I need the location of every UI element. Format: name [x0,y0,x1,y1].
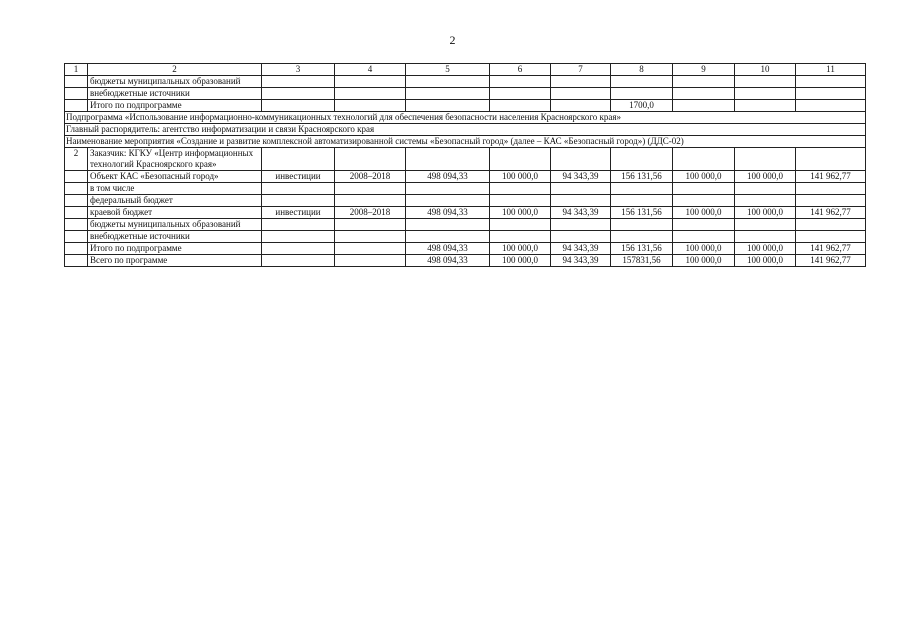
financing-type [262,76,335,88]
row-name: внебюджетные источники [88,231,262,243]
period [335,255,406,267]
amount-col-9: 100 000,0 [673,171,735,183]
amount-col-10 [735,219,796,231]
amount-col-6 [490,195,551,207]
amount-col-10: 100 000,0 [735,255,796,267]
total-amount [406,88,490,100]
total-amount: 498 094,33 [406,171,490,183]
column-number: 7 [551,64,611,76]
total-amount: 498 094,33 [406,207,490,219]
amount-col-10: 100 000,0 [735,171,796,183]
total-amount [406,148,490,171]
table-row [65,171,866,183]
table-row [65,243,866,255]
section-heading-row [65,112,866,124]
amount-col-6 [490,148,551,171]
row-name: Заказчик: КГКУ «Центр информационных технологий Красноярского края» [88,148,262,171]
amount-col-7 [551,100,611,112]
amount-col-9 [673,100,735,112]
amount-col-6 [490,100,551,112]
column-number: 6 [490,64,551,76]
amount-col-6: 100 000,0 [490,207,551,219]
amount-col-10: 100 000,0 [735,243,796,255]
column-number: 2 [88,64,262,76]
amount-col-8 [611,231,673,243]
amount-col-10 [735,100,796,112]
financing-type [262,219,335,231]
amount-col-9: 100 000,0 [673,255,735,267]
total-amount [406,195,490,207]
section-heading-row [65,124,866,136]
row-name: бюджеты муниципальных образований [88,219,262,231]
amount-col-10 [735,88,796,100]
period [335,76,406,88]
row-name: краевой бюджет [88,207,262,219]
section-heading-row [65,136,866,148]
total-amount [406,76,490,88]
amount-col-8 [611,148,673,171]
amount-col-8: 156 131,56 [611,207,673,219]
period [335,219,406,231]
row-number [65,255,88,267]
amount-col-9 [673,231,735,243]
amount-col-6: 100 000,0 [490,255,551,267]
total-amount [406,100,490,112]
period [335,195,406,207]
section-heading: Главный распорядитель: агентство информатизации и связи Красноярского края [65,124,866,136]
amount-col-7: 94 343,39 [551,243,611,255]
financing-type: инвестиции [262,171,335,183]
amount-col-8 [611,88,673,100]
period: 2008–2018 [335,171,406,183]
column-number: 3 [262,64,335,76]
table-row [65,183,866,195]
row-number [65,183,88,195]
amount-col-7: 94 343,39 [551,171,611,183]
row-number [65,231,88,243]
amount-col-10 [735,76,796,88]
amount-col-11 [796,195,866,207]
amount-col-9 [673,148,735,171]
column-number: 1 [65,64,88,76]
amount-col-9 [673,183,735,195]
row-name: в том числе [88,183,262,195]
row-name: внебюджетные источники [88,88,262,100]
section-heading: Подпрограмма «Использование информационно-коммуникационных технологий для обеспечения безопасности населения Красноярского края» [65,112,866,124]
amount-col-9 [673,88,735,100]
amount-col-11 [796,88,866,100]
amount-col-8 [611,195,673,207]
amount-col-8: 156 131,56 [611,243,673,255]
period [335,231,406,243]
amount-col-8: 156 131,56 [611,171,673,183]
total-amount: 498 094,33 [406,243,490,255]
row-name: Итого по подпрограмме [88,243,262,255]
amount-col-6 [490,219,551,231]
amount-col-7: 94 343,39 [551,207,611,219]
amount-col-7 [551,183,611,195]
financing-type [262,148,335,171]
total-amount [406,231,490,243]
amount-col-9: 100 000,0 [673,243,735,255]
budget-table [64,63,866,267]
amount-col-11 [796,100,866,112]
amount-col-8: 1700,0 [611,100,673,112]
amount-col-6: 100 000,0 [490,171,551,183]
amount-col-7 [551,88,611,100]
row-number [65,100,88,112]
table-row [65,219,866,231]
table-row [65,195,866,207]
amount-col-6 [490,231,551,243]
amount-col-11: 141 962,77 [796,171,866,183]
total-amount: 498 094,33 [406,255,490,267]
amount-col-7 [551,195,611,207]
amount-col-11: 141 962,77 [796,255,866,267]
amount-col-7 [551,231,611,243]
column-number: 9 [673,64,735,76]
amount-col-11 [796,231,866,243]
financing-type [262,255,335,267]
amount-col-9: 100 000,0 [673,207,735,219]
amount-col-7 [551,148,611,171]
table-row [65,255,866,267]
column-number: 8 [611,64,673,76]
financing-type [262,88,335,100]
row-number [65,88,88,100]
financing-type [262,243,335,255]
financing-type [262,231,335,243]
page-number: 2 [449,33,456,47]
amount-col-11 [796,148,866,171]
period [335,100,406,112]
row-name: Всего по программе [88,255,262,267]
row-number [65,171,88,183]
amount-col-10 [735,195,796,207]
amount-col-9 [673,195,735,207]
table-row [65,100,866,112]
financing-type [262,195,335,207]
table-row [65,207,866,219]
amount-col-11: 141 962,77 [796,243,866,255]
amount-col-6 [490,76,551,88]
row-name: бюджеты муниципальных образований [88,76,262,88]
row-number [65,243,88,255]
amount-col-8 [611,219,673,231]
amount-col-10 [735,231,796,243]
amount-col-7 [551,76,611,88]
row-number [65,219,88,231]
amount-col-7: 94 343,39 [551,255,611,267]
period [335,88,406,100]
row-number: 2 [65,148,88,171]
financing-type [262,100,335,112]
amount-col-9 [673,76,735,88]
amount-col-8 [611,183,673,195]
amount-col-8 [611,76,673,88]
column-number-row [65,64,866,76]
table-row [65,88,866,100]
column-number: 10 [735,64,796,76]
amount-col-10 [735,183,796,195]
row-name: Итого по подпрограмме [88,100,262,112]
amount-col-7 [551,219,611,231]
amount-col-10 [735,148,796,171]
financing-type: инвестиции [262,207,335,219]
period [335,243,406,255]
row-number [65,195,88,207]
period [335,183,406,195]
amount-col-10: 100 000,0 [735,207,796,219]
amount-col-9 [673,219,735,231]
row-name: федеральный бюджет [88,195,262,207]
total-amount [406,219,490,231]
amount-col-11 [796,76,866,88]
row-number [65,207,88,219]
column-number: 11 [796,64,866,76]
total-amount [406,183,490,195]
amount-col-6 [490,88,551,100]
section-heading: Наименование мероприятия «Создание и развитие комплексной автоматизированной системы «Безопасный город» (далее – КАС «Безопасный город») (ДДС-02) [65,136,866,148]
amount-col-11 [796,183,866,195]
amount-col-11 [796,219,866,231]
row-name: Объект КАС «Безопасный город» [88,171,262,183]
period [335,148,406,171]
table-row [65,148,866,171]
amount-col-6: 100 000,0 [490,243,551,255]
column-number: 4 [335,64,406,76]
table-row [65,76,866,88]
amount-col-8: 157831,56 [611,255,673,267]
column-number: 5 [406,64,490,76]
financing-type [262,183,335,195]
row-number [65,76,88,88]
period: 2008–2018 [335,207,406,219]
table-row [65,231,866,243]
amount-col-6 [490,183,551,195]
amount-col-11: 141 962,77 [796,207,866,219]
